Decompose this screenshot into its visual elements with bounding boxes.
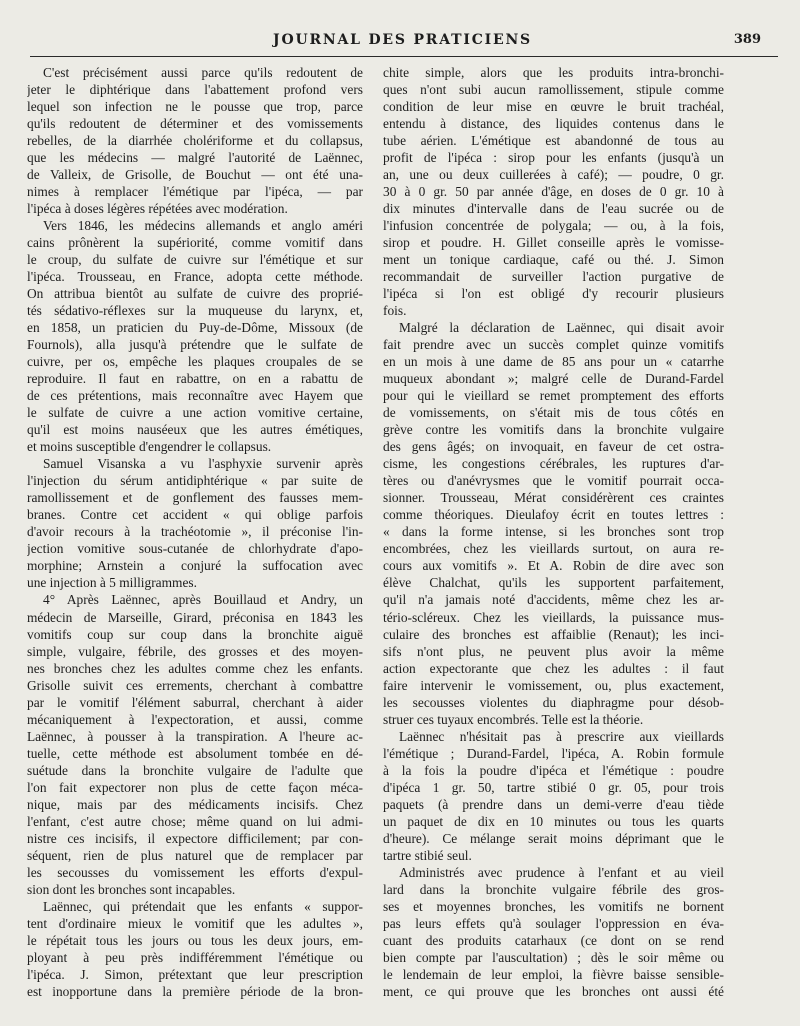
text-line: Grisolle suivit ces errements, cherchant à combattre bbox=[27, 677, 363, 693]
text-line: Fournols), alla jusqu'à prétendre que le sulfate de bbox=[27, 337, 363, 353]
text-line: an, une ou deux cuillerées à café); — poudre, 0 gr. bbox=[383, 167, 724, 183]
text-line: ramollissement et de gonflement des fausses mem- bbox=[27, 490, 363, 506]
text-line: dix minutes d'intervalle dans de l'eau sucrée ou de bbox=[383, 201, 724, 217]
text-line: en 1858, un praticien du Puy-de-Dôme, Missoux (de bbox=[27, 320, 363, 336]
text-line: élève Chalchat, qu'ils les supportent parfaitement, bbox=[383, 575, 724, 591]
text-line: ployant à peu près indifféremment l'émétique ou bbox=[27, 949, 363, 965]
text-line: cains prônèrent la supériorité, comme vomitif dans bbox=[27, 235, 363, 251]
text-line: l'enfant, c'est autre chose; même quand on lui admi- bbox=[27, 813, 363, 829]
text-line: pas leurs effets qu'à soulager l'oppression en éva- bbox=[383, 915, 724, 931]
text-line: muqueux abondant »; malgré celle de Durand-Fardel bbox=[383, 371, 724, 387]
text-line: le sulfate de cuivre a une action vomitive certaine, bbox=[27, 405, 363, 421]
text-line: On attribua bientôt au sulfate de cuivre des proprié- bbox=[27, 286, 363, 302]
text-line: sionner. Trousseau, Mérat considérèrent ces craintes bbox=[383, 490, 724, 506]
text-line: sion dont les bronches sont incapables. bbox=[27, 881, 236, 897]
text-line: rebelles, de la diarrhée cholériforme et du collapsus, bbox=[27, 133, 363, 149]
text-line: de ces prétentions, mais reconnaître avec Hayem que bbox=[27, 388, 363, 404]
text-line: l'ipéca. Trousseau, en France, adopta cette méthode. bbox=[27, 269, 363, 285]
text-line: pour qui le vieillard se remet promptement des efforts bbox=[383, 388, 724, 404]
text-line: paquets (à prendre dans un demi-verre d'eau tiède bbox=[383, 796, 724, 812]
text-line: médecin de Marseille, Girard, préconisa en 1843 les bbox=[27, 609, 363, 625]
text-line: l'émétique ; Durand-Fardel, l'ipéca, A. Robin formule bbox=[383, 745, 724, 761]
text-line: à la fois la poudre d'ipéca et l'émétique : poudre bbox=[383, 762, 724, 778]
text-line: entendu à distance, des liquides contenus dans le bbox=[383, 116, 724, 132]
text-line: recommandait de surveiller l'action purgative de bbox=[383, 269, 724, 285]
text-line: Vers 1846, les médecins allemands et anglo améri bbox=[43, 218, 363, 234]
text-line: d'heure). Ce mélange serait moins déprimant que le bbox=[383, 830, 724, 846]
text-line: l'ipéca à doses légères répétées avec modération. bbox=[27, 201, 288, 217]
header-rule bbox=[30, 56, 778, 57]
text-line: un paquet de dix en 10 minutes ou tous les quarts bbox=[383, 813, 724, 829]
text-line: ses et moyennes bronches, les vomitifs ne bornent bbox=[383, 898, 724, 914]
text-line: en un mois à une dame de 85 ans pour un « catarrhe bbox=[383, 354, 724, 370]
text-line: fait prendre avec un succès complet quinze vomitifs bbox=[383, 337, 724, 353]
text-line: vomitifs coup sur coup dans la bronchite aiguë bbox=[27, 626, 363, 642]
text-line: les secousses violentes du diaphragme pour désob- bbox=[383, 694, 724, 710]
text-line: Administrés avec prudence à l'enfant et au vieil bbox=[399, 864, 724, 880]
text-line: jection vomitive sous-cutanée de chlorhydrate d'apo- bbox=[27, 541, 363, 557]
text-line: « dans la forme intense, si les bronches sont trop bbox=[383, 524, 724, 540]
text-line: comme théoriques. Dieulafoy écrit en toutes lettres : bbox=[383, 507, 724, 523]
text-line: struer ces tuyaux encombrés. Telle est la théorie. bbox=[383, 711, 644, 727]
text-line: 4° Après Laënnec, après Bouillaud et Andry, un bbox=[43, 592, 363, 608]
text-line: cuant des produits catarhaux (ce dont on se rend bbox=[383, 932, 724, 948]
text-line: faire intervenir le vomissement, ou, plus exactement, bbox=[383, 677, 724, 693]
text-line: qu'ils redoutent de déterminer et des vomissements bbox=[27, 116, 363, 132]
text-line: nes bronches chez les adultes comme chez les enfants. bbox=[27, 660, 363, 676]
text-line: ques n'ont subi aucun ramollissement, stipule comme bbox=[383, 82, 724, 98]
text-line: le répétait tous les jours ou tous les deux jours, em- bbox=[27, 932, 363, 948]
text-line: d'ipéca 1 gr. 50, tartre stibié 0 gr. 05, pour trois bbox=[383, 779, 724, 795]
text-line: reproduire. Il faut en rabattre, on en a rabattu de bbox=[27, 371, 363, 387]
left-text-column bbox=[27, 64, 363, 1000]
text-line: Malgré la déclaration de Laënnec, qui disait avoir bbox=[399, 320, 724, 336]
text-line: branes. Contre cet accident « qui oblige parfois bbox=[27, 507, 363, 523]
text-line: des gens âgés; on invoquait, en faveur de cet ostra- bbox=[383, 439, 724, 455]
text-line: morphine; Arnstein a conjuré la suffocation avec bbox=[27, 558, 363, 574]
text-line: Laënnec, à pousser à la transpiration. A l'heure ac- bbox=[27, 728, 363, 744]
text-line: tères ou d'anévrysmes que le vomitif pourrait occa- bbox=[383, 473, 724, 489]
text-line: l'injection du sérum antidiphtérique « par suite de bbox=[27, 473, 363, 489]
text-line: l'infusion concentrée de polygala; — ou, à la fois, bbox=[383, 218, 724, 234]
text-line: action expectorante que chez les adultes : il faut bbox=[383, 660, 724, 676]
text-line: qu'il est moins nauséeux que les autres émétiques, bbox=[27, 422, 363, 438]
text-line: suétude dans la bronchite vulgaire de l'adulte que bbox=[27, 762, 363, 778]
text-line: le lendemain de leur emploi, la fièvre baisse sensible- bbox=[383, 966, 724, 982]
text-line: chite simple, alors que les produits intra-bronchi- bbox=[383, 65, 724, 80]
text-line: séquent, rien de plus naturel que de remplacer par bbox=[27, 847, 363, 863]
text-line: l'ipéca si l'on est obligé d'y recourir plusieurs bbox=[383, 286, 724, 302]
text-line: de Valleix, de Grisolle, de Bouchut — ont été una- bbox=[27, 167, 363, 183]
text-line: profit de l'ipéca : sirop pour les enfants (jusqu'à un bbox=[383, 150, 724, 166]
text-line: cisme, les congestions cérébrales, les ruptures d'ar- bbox=[383, 456, 724, 472]
text-line: est inopportune dans la première période de la bron- bbox=[27, 983, 363, 999]
text-line: une injection à 5 milligrammes. bbox=[27, 575, 197, 591]
text-line: sirop et poudre. H. Gillet conseille après le vomisse- bbox=[383, 235, 724, 251]
text-line: nimes à remplacer l'émétique par l'ipéca, — par bbox=[27, 184, 363, 200]
text-line: ment un tonique cardiaque, café ou thé. J. Simon bbox=[383, 252, 724, 268]
text-line: tube aérien. L'émétique est abandonné de tous au bbox=[383, 133, 724, 149]
text-line: le croup, du sulfate de cuivre sur l'émétique et sur bbox=[27, 252, 363, 268]
text-line: Laënnec, qui prétendait que les enfants « suppor- bbox=[43, 898, 363, 914]
text-line: que les médecins — malgré l'autorité de Laënnec, bbox=[27, 150, 363, 166]
text-line: par le vomitif l'élément saburral, cherchant à aider bbox=[27, 694, 363, 710]
text-line: jeter le diphtérique dans l'abattement profond vers bbox=[27, 82, 363, 98]
text-line: 30 à 0 gr. 50 par année d'âge, en doses de 0 gr. 10 à bbox=[383, 184, 724, 200]
text-line: de vomissements, on s'était mis de tous côtés en bbox=[383, 405, 724, 421]
text-line: l'ipéca. J. Simon, prétextant que leur prescription bbox=[27, 966, 363, 982]
text-line: d'avoir recours à la trachéotomie », il préconise l'in- bbox=[27, 524, 363, 540]
text-line: tério-scléreux. Chez les vieillards, la puissance mus- bbox=[383, 609, 724, 625]
running-title: JOURNAL DES PRATICIENS bbox=[273, 32, 532, 48]
text-line: lequel son infection ne le pousse que trop, parce bbox=[27, 99, 363, 115]
text-line: nistre ces incisifs, il expectore difficilement; par con- bbox=[27, 830, 363, 846]
text-line: ment, ce qui prouve que les bronches ont aussi été bbox=[383, 983, 724, 999]
text-line: tés sédativo-réflexes sur la muqueuse du larynx, et, bbox=[27, 303, 363, 319]
text-line: tuelle, cette méthode est absolument tombée en dé- bbox=[27, 745, 363, 761]
text-line: qu'il n'a jamais noté d'accidents, même chez les ar- bbox=[383, 592, 724, 608]
text-line: l'on fait expectorer non plus de cette façon méca- bbox=[27, 779, 363, 795]
text-line: tartre stibié seul. bbox=[383, 847, 472, 863]
text-line: simple, vulgaire, fébrile, des grosses et des moyen- bbox=[27, 643, 363, 659]
text-line: cuivre, per os, empêche les plaques croupales de se bbox=[27, 354, 363, 370]
text-line: condition de leur mise en œuvre le bruit trachéal, bbox=[383, 99, 724, 115]
text-line: fois. bbox=[383, 303, 407, 319]
text-line: les secousses du vomissement les efforts d'expul- bbox=[27, 864, 363, 880]
right-text-column bbox=[383, 64, 724, 1000]
text-line: nique, mais par des médicaments incisifs. Chez bbox=[27, 796, 363, 812]
page-header bbox=[30, 28, 775, 54]
text-line: cours aux vomitifs ». Et A. Robin de dire avec son bbox=[383, 558, 724, 574]
text-line: mécaniquement à l'expectoration, et aussi, comme bbox=[27, 711, 363, 727]
text-line: culaire des bronches est affaiblie (Renaut); les inci- bbox=[383, 626, 724, 642]
text-line: grève contre les vomitifs dans la bronchite vulgaire bbox=[383, 422, 724, 438]
text-line: sifs n'ont plus, ne peuvent plus avoir la même bbox=[383, 643, 724, 659]
text-line: bien compte par l'auscultation) ; dès le soir même ou bbox=[383, 949, 724, 965]
text-line: Laënnec n'hésitait pas à prescrire aux vieillards bbox=[399, 728, 724, 744]
text-line: lard dans la bronchite vulgaire fébrile des gros- bbox=[383, 881, 724, 897]
text-line: tent d'ordinaire mieux le vomitif que les adultes », bbox=[27, 915, 363, 931]
page-number: 389 bbox=[733, 32, 761, 47]
text-line: encombrées, chez les vieillards surtout, on aura re- bbox=[383, 541, 724, 557]
text-line: et moins susceptible d'engendrer le collapsus. bbox=[27, 439, 272, 455]
text-line: Samuel Visanska a vu l'asphyxie survenir après bbox=[43, 456, 363, 472]
text-line: C'est précisément aussi parce qu'ils redoutent de bbox=[43, 65, 363, 80]
